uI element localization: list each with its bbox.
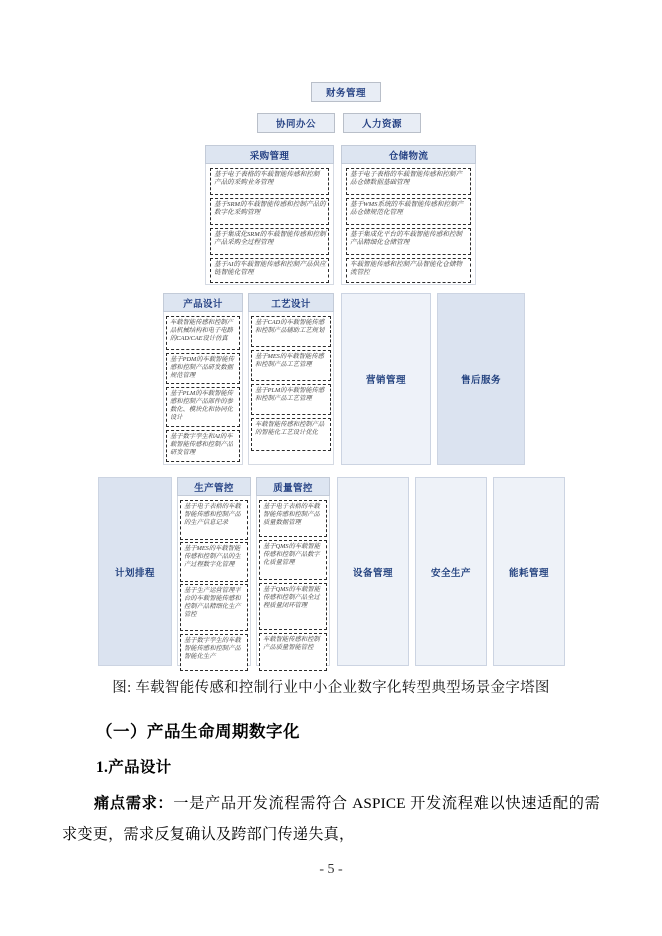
leaf-item: 基于集成化SRM的车载智能传感和控制产品采购全过程管理 bbox=[210, 228, 329, 255]
leaf-item: 基于电子表格的车载智能传感和控制产品仓储数据基础管理 bbox=[346, 168, 471, 195]
body-paragraph bbox=[62, 788, 600, 850]
column-header-product-design: 产品设计 bbox=[163, 293, 243, 312]
figure-caption: 图: 车载智能传感和控制行业中小企业数字化转型典型场景金字塔图 bbox=[112, 680, 550, 696]
leaf-item: 基于MES的车载智能传感和控制产品工艺管理 bbox=[251, 350, 331, 381]
leaf-item: 基于生产运营管理平台的车载智能传感和控制产品精细化生产管控 bbox=[180, 584, 248, 631]
tile-marketing-management: 营销管理 bbox=[341, 293, 431, 465]
leaf-item: 车载智能传感和控制产品的智能化工艺设计优化 bbox=[251, 418, 331, 451]
leaf-item: 车载智能传感和控制产品质量智能管控 bbox=[259, 633, 327, 671]
leaf-item: 基于PDM的车载智能传感和控制产品研发数据规范管理 bbox=[166, 353, 240, 384]
leaf-item: 基于WMS系统的车载智能传感和控制产品仓储规范化管理 bbox=[346, 198, 471, 225]
leaf-item: 基于MES的车载智能传感和控制产品的生产过程数字化管理 bbox=[180, 542, 248, 582]
sub-heading: 1.产品设计 bbox=[96, 759, 172, 776]
tile-energy-management: 能耗管理 bbox=[493, 477, 565, 666]
leaf-item: 基于SRM的车载智能传感和控制产品的数字化采购管理 bbox=[210, 198, 329, 225]
leaf-item: 基于电子表格的车载智能传感和控制产品的生产信息记录 bbox=[180, 500, 248, 540]
leaf-item: 基于电子表格的车载智能传感和控制产品的采购业务管理 bbox=[210, 168, 329, 195]
leaf-item: 基于QMS的车载智能传感和控制产品数字化质量管理 bbox=[259, 540, 327, 580]
leaf-item: 基于数字孪生和AI的车载智能传感和控制产品研发管理 bbox=[166, 430, 240, 462]
leaf-item: 车载智能传感和控制产品机械结构和电子电路的CAD/CAE设计仿真 bbox=[166, 316, 240, 350]
leaf-item: 基于集成化平台的车载智能传感和控制产品精细化仓储管理 bbox=[346, 228, 471, 255]
section-heading: （一）产品生命周期数字化 bbox=[96, 722, 300, 741]
leaf-item: 车载智能传感和控制产品智能化仓储物流管控 bbox=[346, 258, 471, 283]
tile-after-sales-service: 售后服务 bbox=[437, 293, 525, 465]
paragraph-label: 痛点需求： bbox=[94, 795, 174, 812]
column-header-quality-control: 质量管控 bbox=[256, 477, 330, 496]
leaf-item: 基于AI的车载智能传感和控制产品供应链智能化管理 bbox=[210, 258, 329, 283]
paragraph-body: 一是产品开发流程需符合 ASPICE 开发流程难以快速适配的需求变更，需求反复确认及跨部门传递失真， bbox=[62, 795, 601, 843]
page-number: - 5 - bbox=[319, 862, 343, 877]
tile-equipment-management: 设备管理 bbox=[337, 477, 409, 666]
tile-planning-scheduling: 计划排程 bbox=[98, 477, 172, 666]
column-header-procurement: 采购管理 bbox=[205, 145, 334, 164]
leaf-item: 基于数字孪生的车载智能传感和控制产品智能化生产 bbox=[180, 634, 248, 671]
column-header-production-control: 生产管控 bbox=[177, 477, 251, 496]
node-collaborative-office: 协同办公 bbox=[257, 113, 335, 133]
node-finance-management: 财务管理 bbox=[311, 82, 381, 102]
tile-safety-production: 安全生产 bbox=[415, 477, 487, 666]
leaf-item: 基于PLM的车载智能传感和控制产品工艺管理 bbox=[251, 384, 331, 415]
leaf-item: 基于PLM的车载智能传感和控制产品部件的参数化、模块化和协同化设计 bbox=[166, 387, 240, 427]
node-human-resources: 人力资源 bbox=[343, 113, 421, 133]
column-header-process-design: 工艺设计 bbox=[248, 293, 334, 312]
leaf-item: 基于QMS的车载智能传感和控制产品全过程质量闭环管理 bbox=[259, 583, 327, 630]
column-header-warehouse-logistics: 仓储物流 bbox=[341, 145, 476, 164]
leaf-item: 基于CAD的车载智能传感和控制产品辅助工艺规划 bbox=[251, 316, 331, 347]
leaf-item: 基于电子表格的车载智能传感和控制产品质量数据管理 bbox=[259, 500, 327, 537]
